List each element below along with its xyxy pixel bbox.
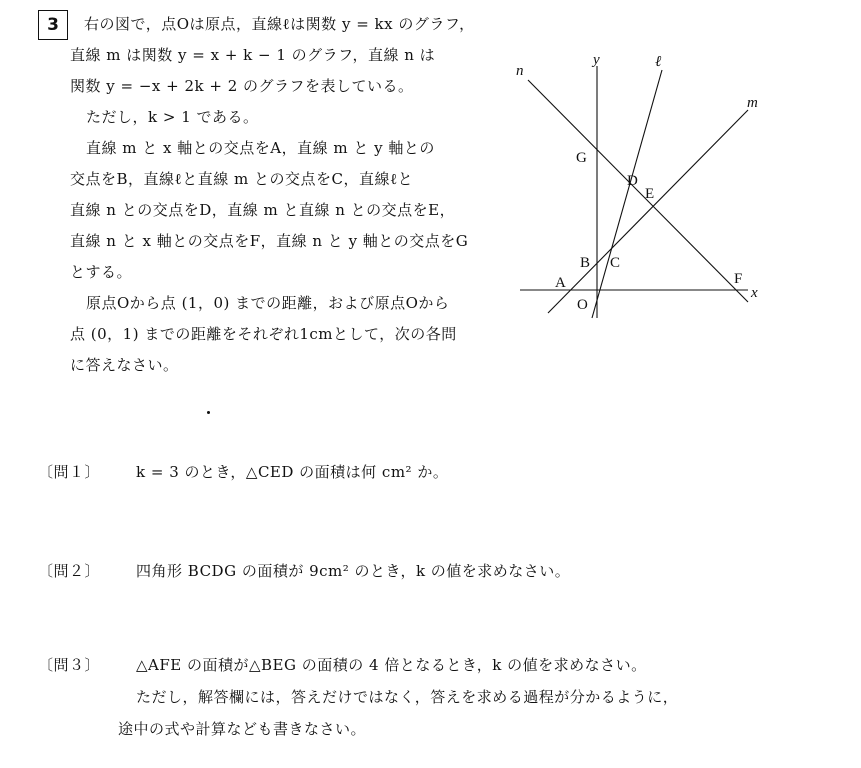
stray-dot: [207, 411, 210, 414]
coordinate-figure: [500, 40, 770, 325]
statement-line-5: 直線 m と x 軸との交点をA，直線 m と y 軸との: [86, 139, 435, 157]
label-F: F: [734, 271, 743, 287]
question-1: [38, 461, 448, 482]
label-D: D: [627, 173, 638, 189]
statement-line-9: とする。: [70, 263, 133, 281]
label-m: m: [747, 95, 758, 111]
statement-line-10: 原点Oから点 (1，0) までの距離，および原点Oから: [86, 294, 450, 312]
problem-number: 3: [38, 10, 68, 40]
question-1-label: 〔問１〕: [38, 463, 101, 481]
label-C: C: [610, 255, 621, 271]
question-3-text: △AFE の面積が△BEG の面積の 4 倍となるとき，k の値を求めなさい。: [136, 656, 647, 674]
statement-line-1: 右の図で，点Oは原点，直線ℓは関数 y = kx のグラフ，: [84, 15, 475, 33]
statement-line-4: ただし，k > 1 である。: [86, 108, 259, 126]
label-G: G: [576, 150, 587, 166]
label-B: B: [580, 255, 591, 271]
question-3-note-1: ただし，解答欄には，答えだけではなく，答えを求める過程が分かるように，: [136, 688, 679, 706]
question-1-text: k = 3 のとき，△CED の面積は何 cm² か。: [136, 463, 449, 481]
statement-line-2: 直線 m は関数 y = x + k − 1 のグラフ，直線 n は: [70, 46, 436, 64]
label-O: O: [577, 297, 588, 313]
question-2-label: 〔問２〕: [38, 562, 101, 580]
problem-statement: [70, 9, 480, 381]
label-l: ℓ: [655, 54, 662, 70]
label-x: x: [751, 285, 758, 301]
label-E: E: [645, 186, 655, 202]
question-2: [38, 560, 570, 581]
statement-line-11: 点 (0，1) までの距離をそれぞれ1cmとして，次の各問: [70, 325, 457, 343]
statement-line-12: に答えなさい。: [70, 356, 179, 374]
line-n: [528, 80, 748, 302]
line-m: [548, 110, 748, 313]
question-3: [38, 654, 647, 675]
label-y: y: [593, 52, 600, 68]
statement-line-3: 関数 y = −x + 2k + 2 のグラフを表している。: [70, 77, 414, 95]
statement-line-6: 交点をB，直線ℓと直線 m との交点をC，直線ℓと: [70, 170, 414, 188]
question-3-label: 〔問３〕: [38, 656, 101, 674]
label-n: n: [516, 63, 524, 79]
statement-line-8: 直線 n と x 軸との交点をF，直線 n と y 軸との交点をG: [70, 232, 469, 250]
question-3-note-2: 途中の式や計算なども書きなさい。: [118, 720, 367, 738]
label-A: A: [555, 275, 566, 291]
question-2-text: 四角形 BCDG の面積が 9cm² のとき，k の値を求めなさい。: [136, 562, 571, 580]
statement-line-7: 直線 n との交点をD，直線 m と直線 n との交点をE，: [70, 201, 456, 219]
